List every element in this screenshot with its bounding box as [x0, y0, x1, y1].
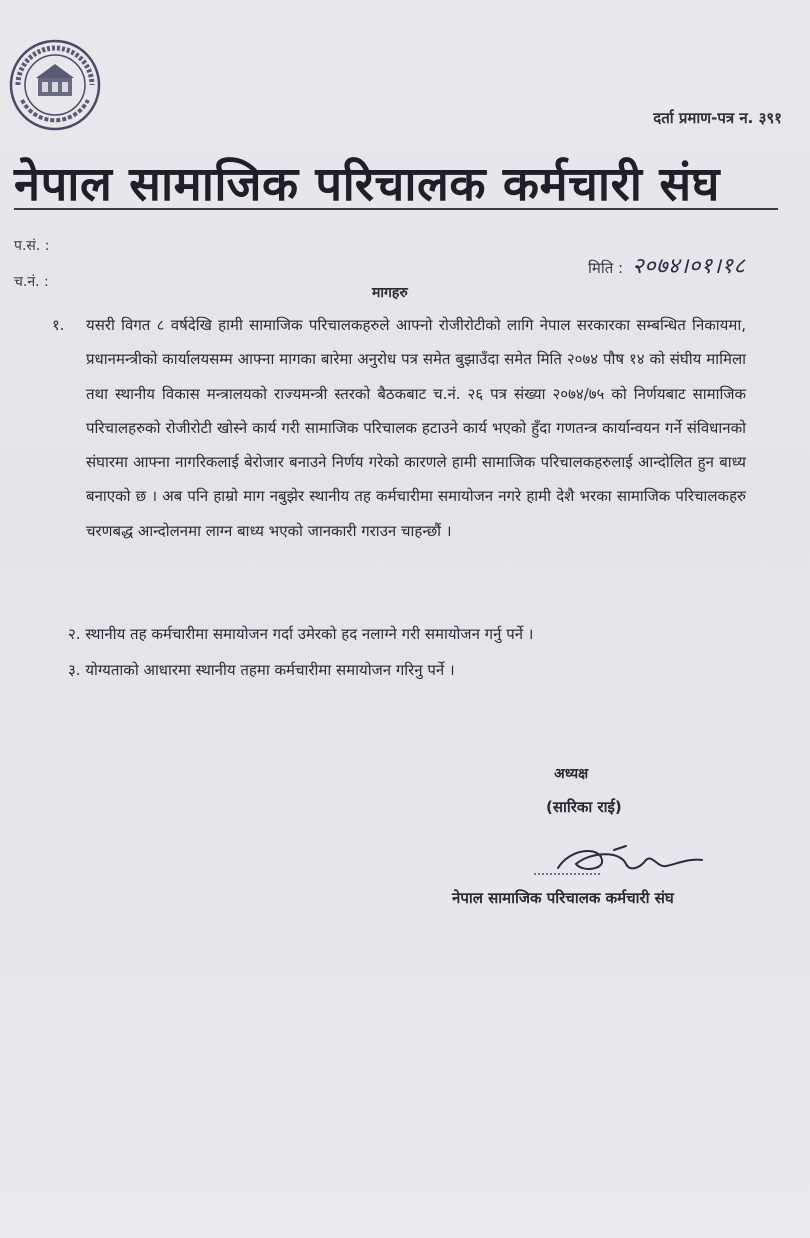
- signatory-title: अध्यक्ष: [554, 766, 589, 782]
- demand-text: योग्यताको आधारमा स्थानीय तहमा कर्मचारीमा समायोजन गरिनु पर्ने ।: [85, 661, 455, 679]
- demand-number: ३.: [68, 661, 81, 679]
- signatory-organization: नेपाल सामाजिक परिचालक कर्मचारी संघ: [452, 889, 674, 907]
- demand-text: यसरी विगत ८ वर्षदेखि हामी सामाजिक परिचालकहरुले आफ्नो रोजीरोटीको लागि नेपाल सरकारका सम्बन्धित निकायमा, प्रधानमन्त्रीको कार्यालयसम्म आफ्ना मागका बारेमा अनुरोध पत्र समेत बुझाउँदा समेत मिति २०७४ पौष १४ को संघीय मामिला तथा स्थानीय विकास मन्त्रालयको राज्यमन्त्री स्तरको बैठकबाट च.नं. २६ पत्र संख्या २०७४/७५ को निर्णयबाट सामाजिक परिचालहरुको रोजीरोटी खोस्ने कार्य गरी सामाजिक परिचालक हटाउने कार्य भएको हुँदा गणतन्त्र कार्यान्वयन गर्ने संविधानको संघारमा आफ्ना नागरिकलाई बेरोजार बनाउने निर्णय गरेको कारणले हामी सामाजिक परिचालकहरुलाई आन्दोलित हुन बाध्य बनाएको छ । अब पनि हाम्रो माग नबुझेर स्थानीय तह कर्मचारीमा समायोजन नगरे हामी देशै भरका सामाजिक परिचालकहरु चरणबद्ध आन्दोलनमा लाग्न बाध्य भएको जानकारी गराउन चाहन्छौं ।: [86, 316, 746, 540]
- demand-text: स्थानीय तह कर्मचारीमा समायोजन गर्दा उमेरको हद नलाग्ने गरी समायोजन गर्नु पर्ने ।: [85, 625, 534, 643]
- demand-item-3: [68, 660, 455, 680]
- date-label: मिति :: [588, 259, 624, 277]
- patra-sankhya-label: प.सं. :: [14, 238, 50, 254]
- registration-number: दर्ता प्रमाण-पत्र न. ३९१: [653, 109, 782, 127]
- signatory-name: (सारिका राई): [546, 798, 622, 816]
- chalani-number-label: च.नं. :: [14, 274, 49, 290]
- organization-title: नेपाल सामाजिक परिचालक कर्मचारी संघ: [14, 157, 720, 212]
- demand-item-1: [52, 308, 746, 548]
- date-line: [588, 250, 745, 280]
- demand-number: १.: [52, 316, 65, 334]
- date-value: २०७४।०१।१८: [632, 254, 746, 279]
- demand-number: २.: [68, 625, 81, 643]
- handwritten-signature-icon: [530, 838, 720, 890]
- title-divider: [14, 208, 778, 210]
- organization-seal-icon: [8, 38, 102, 132]
- demands-heading: मागहरु: [372, 285, 408, 301]
- demand-item-2: [68, 624, 534, 644]
